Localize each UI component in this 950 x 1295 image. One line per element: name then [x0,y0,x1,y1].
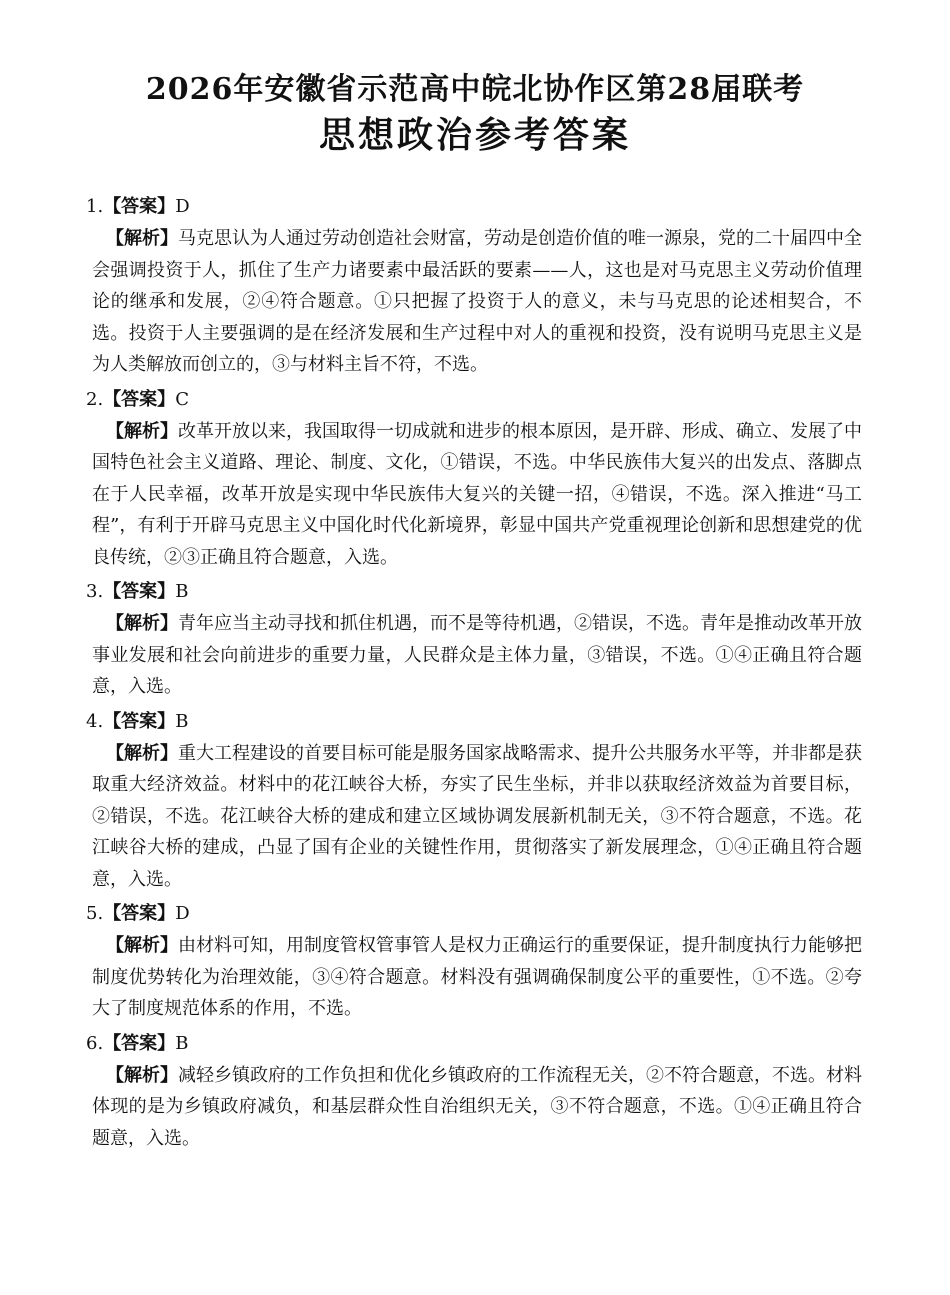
answer-choice: C [175,388,189,410]
question-number: 1. [86,196,104,217]
question-2 [86,385,862,574]
answer-tag: 【答案】 [103,581,176,602]
analysis-tag: 【解析】 [106,228,178,249]
analysis-tag: 【解析】 [106,935,178,956]
analysis-tag: 【解析】 [106,1064,178,1086]
answer-line [86,385,862,415]
answer-tag: 【答案】 [103,903,176,924]
answer-list [86,192,862,1158]
answer-line [86,899,862,929]
analysis-tag: 【解析】 [106,742,178,764]
answer-choice: B [175,710,189,732]
question-3 [86,577,862,703]
answer-choice: D [175,196,190,217]
answer-choice: B [175,1032,189,1054]
analysis-text: 青年应当主动寻找和抓住机遇，而不是等待机遇，②错误，不选。青年是推动改革开放事业发展和社会向前进步的重要力量，人民群众是主体力量，③错误，不选。①④正确且符合题意，入选。 [92,613,862,697]
answer-tag: 【答案】 [103,710,176,732]
question-5 [86,899,862,1025]
answer-tag: 【答案】 [103,196,176,217]
analysis-paragraph [92,223,862,381]
subject-title: 思想政治参考答案 [318,114,631,156]
analysis-tag: 【解析】 [106,613,178,634]
analysis-paragraph [92,738,862,896]
answer-choice: D [175,903,190,924]
answer-choice: B [175,581,189,602]
analysis-paragraph [92,1060,862,1155]
analysis-tag: 【解析】 [106,420,178,442]
analysis-text: 由材料可知，用制度管权管事管人是权力正确运行的重要保证，提升制度执行力能够把制度优势转化为治理效能，③④符合题意。材料没有强调确保制度公平的重要性，①不选。②夸大了制度规范体系的作用，不选。 [92,935,862,1019]
analysis-text: 重大工程建设的首要目标可能是服务国家战略需求、提升公共服务水平等，并非都是获取重大经济效益。材料中的花江峡谷大桥，夯实了民生坐标，并非以获取经济效益为首要目标，②错误，不选。花江峡谷大桥的建成和建立区域协调发展新机制无关，③不符合题意，不选。花江峡谷大桥的建成，凸显了国有企业的关键性作用，贯彻落实了新发展理念，①④正确且符合题意，入选。 [92,742,862,890]
analysis-paragraph [92,930,862,1025]
question-number: 6. [86,1032,104,1054]
question-1 [86,192,862,381]
analysis-text: 马克思认为人通过劳动创造社会财富，劳动是创造价值的唯一源泉，党的二十届四中全会强调投资于人，抓住了生产力诸要素中最活跃的要素——人，这也是对马克思主义劳动价值理论的继承和发展，②④符合题意。①只把握了投资于人的意义，未与马克思的论述相契合，不选。投资于人主要强调的是在经济发展和生产过程中对人的重视和投资，没有说明马克思主义是为人类解放而创立的，③与材料主旨不符，不选。 [92,228,862,375]
analysis-text: 减轻乡镇政府的工作负担和优化乡镇政府的工作流程无关，②不符合题意，不选。材料体现的是为乡镇政府减负，和基层群众性自治组织无关，③不符合题意，不选。①④正确且符合题意，入选。 [92,1064,862,1149]
answer-line [86,1029,862,1059]
answer-tag: 【答案】 [103,388,176,410]
exam-title: 2026年安徽省示范高中皖北协作区第28届联考 [145,72,805,107]
analysis-text: 改革开放以来，我国取得一切成就和进步的根本原因，是开辟、形成、确立、发展了中国特色社会主义道路、理论、制度、文化，①错误，不选。中华民族伟大复兴的出发点、落脚点在于人民幸福，改革开放是实现中华民族伟大复兴的关键一招，④错误，不选。深入推进“马工程”，有利于开辟马克思主义中国化时代化新境界，彰显中国共产党重视理论创新和思想建党的优良传统，②③正确且符合题意，入选。 [92,420,862,568]
question-number: 3. [86,581,104,602]
question-number: 2. [86,388,104,410]
answer-tag: 【答案】 [103,1032,176,1054]
analysis-paragraph [92,608,862,703]
answer-line [86,192,862,222]
question-number: 4. [86,710,104,732]
answer-line [86,577,862,607]
question-4 [86,707,862,896]
question-6 [86,1029,862,1155]
question-number: 5. [86,903,104,924]
analysis-paragraph [92,416,862,574]
answer-line [86,707,862,737]
